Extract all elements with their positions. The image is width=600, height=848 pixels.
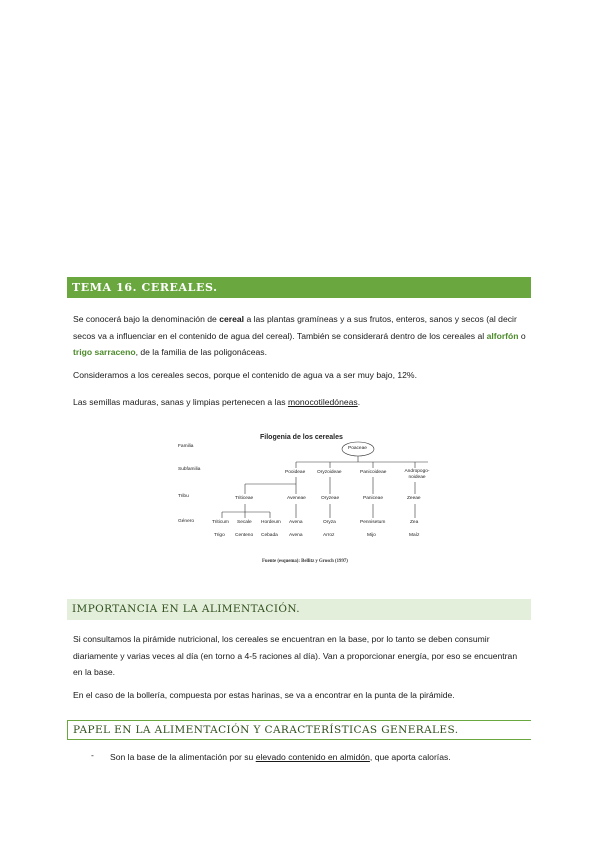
family-poaceae: Poaceae bbox=[348, 446, 367, 451]
common-trigo: Trigo bbox=[214, 533, 225, 538]
intro-p3-a: Las semillas maduras, sanas y limpias pertenecen a las bbox=[73, 397, 288, 407]
genus-oryza: Oryza bbox=[323, 520, 336, 525]
intro-text-o: o bbox=[518, 330, 526, 341]
subfamily-andropogonoideae: Andropogo-noideae bbox=[404, 469, 430, 480]
importance-paragraph-2: En el caso de la bollería, compuesta por estas harinas, se va a encontrar en la punta de la pirámide. bbox=[73, 690, 455, 700]
intro-paragraph-2: Consideramos a los cereales secos, porque el contenido de agua va a ser muy bajo, 12%. bbox=[73, 370, 417, 380]
common-maiz: Maíz bbox=[409, 533, 420, 538]
bullet-item-1 bbox=[110, 749, 451, 765]
cereal-phylogeny-diagram bbox=[170, 432, 440, 570]
genus-secale: Secale bbox=[237, 520, 252, 525]
alforfon-term: alforfón bbox=[486, 330, 519, 341]
intro-p3-b: . bbox=[357, 397, 361, 407]
tribe-zeeae: Zeeae bbox=[407, 496, 421, 501]
bullet-text-a: Son la base de la alimentación por su bbox=[110, 752, 256, 762]
row-label-familia: Familia bbox=[178, 444, 194, 449]
row-label-tribu: Tribu bbox=[178, 494, 189, 499]
tribe-oryzeae: Oryzeae bbox=[321, 496, 340, 501]
role-heading: PAPEL EN LA ALIMENTACIÓN Y CARACTERÍSTICAS GENERALES. bbox=[67, 720, 531, 740]
almidon-term: elevado contenido en almidón bbox=[255, 752, 370, 762]
common-cebada: Cebada bbox=[261, 533, 278, 538]
genus-pennisetum: Pennisetum bbox=[360, 520, 386, 525]
common-arroz: Arroz bbox=[323, 533, 335, 538]
intro-paragraph-1 bbox=[73, 311, 529, 361]
common-avena: Avena bbox=[289, 533, 303, 538]
genus-hordeum: Hordeum bbox=[261, 520, 281, 525]
intro-text-c: , de la familia de las poligonáceas. bbox=[135, 347, 267, 357]
tribe-triticeae: Triticeae bbox=[235, 496, 254, 501]
intro-text-b: a las plantas gramíneas y a sus frutos, enteros, sanos y secos (al decir secos va a influenciar en el contenido de agua del cereal). También se considerará dentro de los cereales al bbox=[73, 314, 517, 341]
common-centeno: Centeno bbox=[235, 533, 254, 538]
phylogeny-lines bbox=[170, 432, 440, 570]
importance-paragraph-1: Si consultamos la pirámide nutricional, los cereales se encuentran en la base, por lo tanto se deben consumir diariamente y varias veces al día (en torno a 4-5 raciones al día). Van a proporcionar energía, por eso se encuentran en la base. bbox=[73, 634, 518, 677]
row-label-subfamilia: Subfamilia bbox=[178, 467, 201, 472]
intro-paragraph-3 bbox=[73, 394, 529, 411]
diagram-source: Fuente (esquema): Bellitz y Grosch (1997) bbox=[262, 559, 348, 564]
genus-triticum: Triticum bbox=[212, 520, 229, 525]
bullet-marker: - bbox=[91, 750, 94, 760]
cereal-term: cereal bbox=[219, 314, 245, 324]
subfamily-panicoideae: Panicoideae bbox=[360, 470, 387, 475]
importance-heading: IMPORTANCIA EN LA ALIMENTACIÓN. bbox=[67, 599, 531, 620]
monocotiledoneas-term: monocotiledóneas bbox=[287, 397, 358, 407]
row-label-genero: Género bbox=[178, 519, 194, 524]
intro-text-a: Se conocerá bajo la denominación de bbox=[73, 314, 220, 324]
genus-avena: Avena bbox=[289, 520, 303, 525]
common-mijo: Mijo bbox=[367, 533, 376, 538]
section-title-banner: TEMA 16. CEREALES. bbox=[67, 277, 531, 298]
subfamily-pooideae: Pooideae bbox=[285, 470, 306, 475]
trigo-sarraceno-term: trigo sarraceno bbox=[73, 347, 136, 357]
diagram-title: Filogenia de los cereales bbox=[260, 434, 343, 441]
bullet-text-b: , que aporta calorías. bbox=[369, 752, 451, 762]
subfamily-oryzoideae: Oryzoideae bbox=[317, 470, 342, 475]
genus-zea: Zea bbox=[410, 520, 419, 525]
tribe-aveneae: Aveneae bbox=[287, 496, 306, 501]
tribe-paniceae: Paniceae bbox=[363, 496, 384, 501]
